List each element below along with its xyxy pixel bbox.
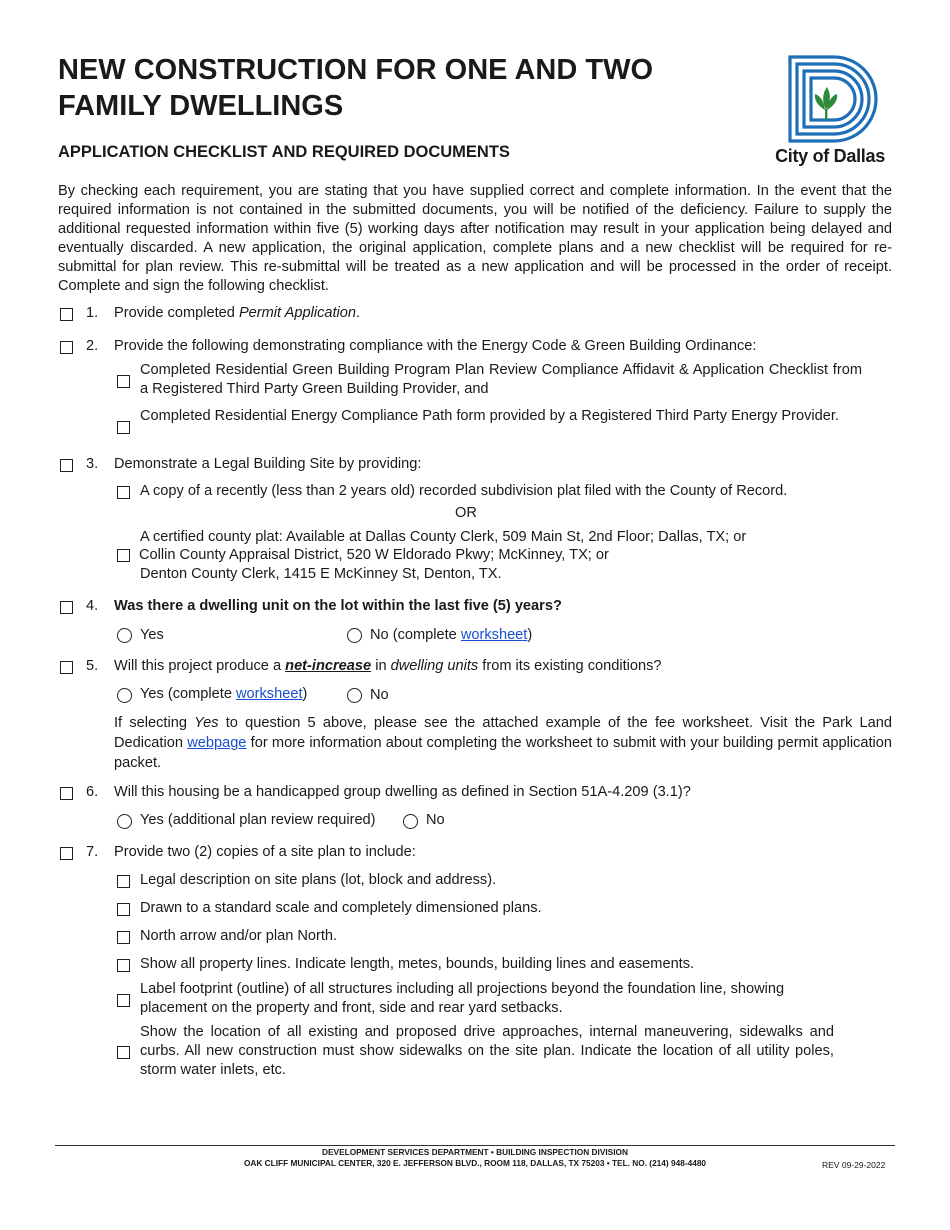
title-line-2: FAMILY DWELLINGS [58, 90, 344, 122]
item-4-checkbox[interactable] [60, 601, 73, 614]
footer-divider [55, 1145, 895, 1146]
item-3a-checkbox[interactable] [117, 486, 130, 499]
worksheet-link[interactable]: worksheet [460, 627, 528, 643]
item-5-note: If selecting Yes to question 5 above, please see the attached example of the fee worksheet. Visit the Park Land Dedication webpage for more information about completing the worksheet to submit with your building permit application packet. [114, 715, 892, 771]
item-4-number: 4. [86, 598, 99, 614]
item-1-number: 1. [86, 305, 99, 321]
item-7a-text: Legal description on site plans (lot, block and address). [140, 872, 497, 888]
item-3-text: Demonstrate a Legal Building Site by providing: [114, 456, 422, 472]
item-5-no-radio[interactable] [347, 688, 362, 703]
item-3-or: OR [455, 505, 477, 521]
item-7f-checkbox[interactable] [117, 1046, 130, 1059]
item-7-number: 7. [86, 844, 99, 860]
item-2a-text: Completed Residential Green Building Program Plan Review Compliance Affidavit & Application Checklist from a Registered Third Party Green Building Provider, and [140, 362, 862, 397]
item-7b-text: Drawn to a standard scale and completely dimensioned plans. [140, 900, 542, 916]
item-6-yes-label: Yes (additional plan review required) [140, 812, 376, 828]
worksheet-link[interactable]: worksheet [236, 686, 303, 702]
item-7-text: Provide two (2) copies of a site plan to include: [114, 844, 416, 860]
item-7a-checkbox[interactable] [117, 875, 130, 888]
footer-line-1: DEVELOPMENT SERVICES DEPARTMENT • BUILDING INSPECTION DIVISION [322, 1147, 628, 1157]
item-7c-text: North arrow and/or plan North. [140, 928, 338, 944]
item-2-checkbox[interactable] [60, 341, 73, 354]
item-6-checkbox[interactable] [60, 787, 73, 800]
item-2b-text: Completed Residential Energy Compliance Path form provided by a Registered Third Party Energy Provider. [140, 408, 839, 424]
item-6-yes-radio[interactable] [117, 814, 132, 829]
item-7d-checkbox[interactable] [117, 959, 130, 972]
intro-paragraph: By checking each requirement, you are stating that you have supplied correct and complete information. In the event that the required information is not contained in the submitted documents, you will be notified of the deficiency. Failure to supply the additional requested information within five (5) working days after notification may result in your application being delayed and eventually discarded. A new application, the original application, complete plans and a new checklist will be required for re-submittal for plan review. This re-submittal will be treated as a new application and will be processed in the order of receipt. Complete and sign the following checklist. [58, 183, 892, 294]
logo-text: City of Dallas [775, 146, 885, 166]
item-3a-text: A copy of a recently (less than 2 years old) recorded subdivision plat filed with the County of Record. [140, 483, 788, 499]
page-title [58, 52, 738, 124]
footer-line-2: OAK CLIFF MUNICIPAL CENTER, 320 E. JEFFERSON BLVD., ROOM 118, DALLAS, TX 75203 • TEL. NO. (214) 948-4480 [243, 1158, 707, 1168]
item-2a-checkbox[interactable] [117, 375, 130, 388]
item-7e-text: Label footprint (outline) of all structures including all projections beyond the foundation line, showing placement on the property and front, side and rear yard setbacks. [140, 981, 785, 1016]
item-4-no-label: No (complete worksheet) [370, 627, 533, 643]
page-subtitle: APPLICATION CHECKLIST AND REQUIRED DOCUMENTS [58, 143, 510, 161]
item-5-number: 5. [86, 658, 99, 674]
item-4-no-radio[interactable] [347, 628, 362, 643]
item-3b-line2: Collin County Appraisal District, 520 W Eldorado Pkwy; McKinney, TX; or [139, 547, 609, 563]
item-2-text: Provide the following demonstrating compliance with the Energy Code & Green Building Ordinance: [114, 338, 757, 354]
item-5-yes-radio[interactable] [117, 688, 132, 703]
item-5-text: Will this project produce a net-increase in dwelling units from its existing conditions? [114, 658, 662, 674]
item-7f-text: Show the location of all existing and proposed drive approaches, internal maneuvering, sidewalks and curbs. All new construction must show sidewalks on the site plan. Indicate the location of all utility poles, storm water inlets, etc. [140, 1024, 834, 1078]
item-3-checkbox[interactable] [60, 459, 73, 472]
item-3-number: 3. [86, 456, 99, 472]
city-of-dallas-logo [775, 54, 892, 170]
item-6-number: 6. [86, 784, 99, 800]
item-4-yes-radio[interactable] [117, 628, 132, 643]
title-line-1: NEW CONSTRUCTION FOR ONE AND TWO [58, 54, 653, 86]
item-1-checkbox[interactable] [60, 308, 73, 321]
item-6-no-label: No [426, 812, 445, 828]
item-5-no-label: No [370, 687, 389, 703]
item-5-yes-label: Yes (complete worksheet) [140, 686, 308, 702]
item-7e-checkbox[interactable] [117, 994, 130, 1007]
item-3b-line3: Denton County Clerk, 1415 E McKinney St, Denton, TX. [140, 566, 502, 582]
item-1-text: Provide completed Permit Application. [114, 305, 361, 321]
footer [55, 1147, 895, 1169]
webpage-link[interactable]: webpage [187, 735, 247, 751]
item-7c-checkbox[interactable] [117, 931, 130, 944]
item-7b-checkbox[interactable] [117, 903, 130, 916]
item-3b-checkbox[interactable] [117, 549, 130, 562]
item-7-checkbox[interactable] [60, 847, 73, 860]
item-7d-text: Show all property lines. Indicate length, metes, bounds, building lines and easements. [140, 956, 695, 972]
item-4-text: Was there a dwelling unit on the lot within the last five (5) years? [114, 598, 562, 614]
item-6-no-radio[interactable] [403, 814, 418, 829]
item-4-yes-label: Yes [140, 627, 164, 643]
dallas-d-logo-icon [782, 54, 892, 144]
item-3b-line1: A certified county plat: Available at Dallas County Clerk, 509 Main St, 2nd Floor; Dallas, TX; or [140, 529, 747, 545]
item-5-checkbox[interactable] [60, 661, 73, 674]
item-2b-checkbox[interactable] [117, 421, 130, 434]
revision-date: REV 09-29-2022 [822, 1160, 886, 1170]
item-6-text: Will this housing be a handicapped group dwelling as defined in Section 51A-4.209 (3.1)? [114, 784, 691, 800]
item-2-number: 2. [86, 338, 99, 354]
